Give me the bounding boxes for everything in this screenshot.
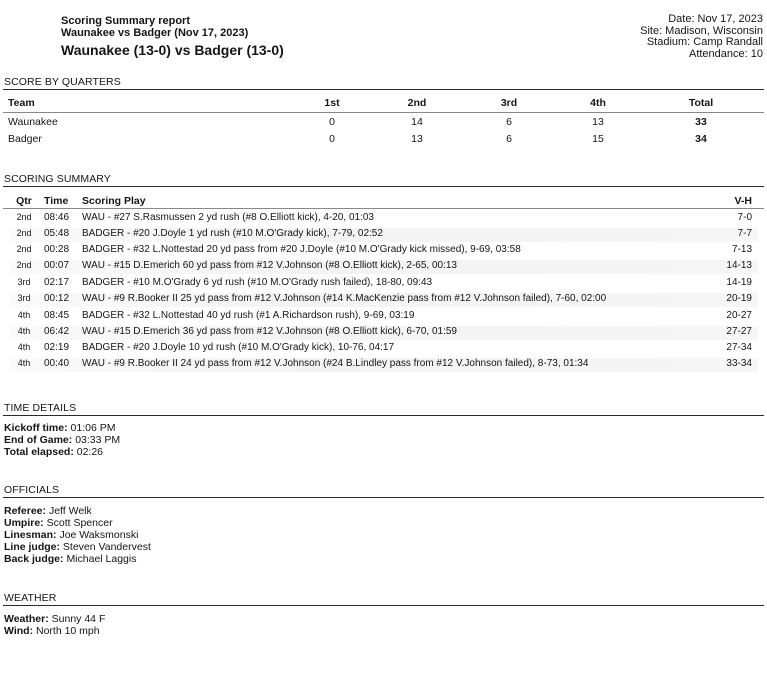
back-judge-name: Michael Laggis — [66, 553, 137, 565]
time-cell: 08:45 — [44, 310, 70, 321]
play-cell: BADGER - #20 J.Doyle 1 yd rush (#10 M.O'Grady kick), 7-79, 02:52 — [82, 228, 383, 239]
matchup-date: Waunakee vs Badger (Nov 17, 2023) — [61, 26, 249, 39]
referee-label: Referee: — [4, 505, 47, 517]
qtr-cell: 2nd — [16, 228, 32, 238]
play-cell: WAU - #15 D.Emerich 60 yd pass from #12 V.Johnson (#8 O.Elliott kick), 2-65, 00:13 — [82, 260, 457, 271]
q1-score: 0 — [329, 133, 335, 145]
play-cell: WAU - #9 R.Booker II 25 yd pass from #12 V.Johnson (#14 K.MacKenzie pass from #12 V.Johnson failed), 7-60, 02:00 — [82, 293, 607, 304]
play-cell: WAU - #27 S.Rasmussen 2 yd rush (#8 O.Elliott kick), 4-20, 01:03 — [82, 212, 374, 223]
report-header — [61, 16, 284, 58]
game-stadium: Stadium: Camp Randall — [646, 36, 763, 48]
section-divider — [3, 186, 764, 187]
total-score: 33 — [695, 116, 707, 128]
total-elapsed — [4, 446, 120, 458]
team-name: Badger — [8, 133, 42, 145]
q1-score: 0 — [329, 116, 335, 128]
vh-cell: 14-13 — [726, 260, 752, 271]
header-divider — [3, 208, 764, 209]
time-details-list — [4, 422, 120, 458]
score-by-quarters-title: SCORE BY QUARTERS — [4, 76, 121, 88]
scoring-row — [10, 212, 758, 226]
wind-conditions — [4, 625, 105, 637]
linesman-label: Linesman: — [4, 529, 57, 541]
time-cell: 08:46 — [44, 212, 70, 223]
total-elapsed-label: Total elapsed: — [4, 446, 74, 458]
time-details-title: TIME DETAILS — [4, 402, 77, 414]
time-cell: 00:07 — [44, 260, 70, 271]
q2-score: 13 — [411, 133, 423, 145]
qtr-cell: 4th — [17, 342, 31, 352]
time-cell: 02:19 — [44, 342, 70, 353]
officials-title: OFFICIALS — [4, 484, 60, 496]
col-qtr: Qtr — [16, 195, 32, 207]
scoring-row — [10, 260, 758, 274]
section-divider — [3, 605, 764, 606]
total-score: 34 — [695, 133, 707, 145]
umpire — [4, 517, 151, 529]
referee-name: Jeff Welk — [48, 505, 92, 517]
play-cell: WAU - #9 R.Booker II 24 yd pass from #12 V.Johnson (#24 B.Lindley pass from #12 V.Johnson failed), 8-73, 01:34 — [82, 358, 589, 369]
line-judge-name: Steven Vandervest — [62, 541, 151, 553]
time-cell: 00:28 — [44, 244, 70, 255]
qtr-cell: 2nd — [16, 212, 32, 222]
play-cell: BADGER - #10 M.O'Grady 6 yd rush (#10 M.O'Grady rush failed), 18-80, 09:43 — [82, 277, 433, 288]
game-site: Site: Madison, Wisconsin — [640, 24, 763, 37]
qtr-cell: 3rd — [17, 293, 31, 303]
play-cell: BADGER - #32 L.Nottestad 20 yd pass from #20 J.Doyle (#10 M.O'Grady kick missed), 9-69, 03:58 — [82, 244, 521, 255]
q2-score: 14 — [411, 116, 423, 128]
qtr-cell: 3rd — [17, 277, 31, 287]
scoring-row — [10, 358, 758, 372]
total-elapsed-value: 02:26 — [76, 446, 104, 458]
section-divider — [3, 89, 764, 90]
scoring-row — [10, 277, 758, 291]
kickoff-time-value: 01:06 PM — [70, 422, 116, 434]
weather-list — [4, 613, 105, 637]
time-cell: 00:40 — [44, 358, 70, 369]
scoring-row — [10, 293, 758, 307]
col-1st: 1st — [324, 97, 340, 109]
q3-score: 6 — [506, 116, 512, 128]
wind-value: North 10 mph — [35, 625, 100, 637]
scoring-row — [10, 342, 758, 356]
col-vh: V-H — [734, 195, 752, 207]
report-title: Scoring Summary report — [61, 15, 190, 27]
qtr-cell: 2nd — [16, 244, 32, 254]
qtr-cell: 2nd — [16, 260, 32, 270]
time-cell: 00:12 — [44, 293, 70, 304]
kickoff-time-label: Kickoff time: — [4, 422, 68, 434]
col-total: Total — [688, 97, 714, 109]
scoring-row — [10, 244, 758, 258]
q3-score: 6 — [506, 133, 512, 145]
line-judge-label: Line judge: — [4, 541, 60, 553]
scoring-summary-title: SCORING SUMMARY — [4, 173, 111, 185]
game-attendance: Attendance: 10 — [688, 47, 763, 60]
col-scoring-play: Scoring Play — [82, 195, 146, 207]
quarters-row-waunakee — [8, 116, 758, 130]
line-judge — [4, 541, 151, 553]
vh-cell: 7-7 — [737, 228, 752, 239]
section-divider — [3, 415, 764, 416]
referee — [4, 505, 151, 517]
umpire-label: Umpire: — [4, 517, 44, 529]
vh-cell: 20-19 — [726, 293, 752, 304]
linesman-name: Joe Waksmonski — [59, 529, 139, 541]
scoring-row — [10, 310, 758, 324]
end-of-game — [4, 434, 120, 446]
vh-cell: 33-34 — [726, 358, 752, 369]
linesman — [4, 529, 151, 541]
col-4th: 4th — [590, 97, 606, 109]
qtr-cell: 4th — [17, 358, 31, 368]
back-judge — [4, 553, 151, 565]
q4-score: 13 — [592, 116, 604, 128]
header-divider — [3, 112, 764, 113]
vh-cell: 27-34 — [726, 342, 752, 353]
vh-cell: 27-27 — [726, 326, 752, 337]
game-date: Date: Nov 17, 2023 — [668, 13, 763, 25]
vh-cell: 20-27 — [726, 310, 752, 321]
col-team: Team — [8, 97, 35, 109]
time-cell: 06:42 — [44, 326, 70, 337]
end-of-game-value: 03:33 PM — [75, 434, 121, 446]
wind-label: Wind: — [4, 625, 34, 637]
qtr-cell: 4th — [17, 310, 31, 320]
time-cell: 02:17 — [44, 277, 70, 288]
weather-value: Sunny 44 F — [51, 613, 106, 625]
quarters-row-badger — [8, 133, 758, 147]
scoring-row — [10, 228, 758, 242]
col-2nd: 2nd — [407, 97, 427, 109]
officials-list — [4, 505, 151, 565]
weather-title: WEATHER — [4, 592, 57, 604]
kickoff-time — [4, 422, 120, 434]
end-of-game-label: End of Game: — [4, 434, 73, 446]
qtr-cell: 4th — [17, 326, 31, 336]
vh-cell: 7-13 — [731, 244, 752, 255]
weather-label: Weather: — [4, 613, 49, 625]
scoring-header-row — [10, 195, 758, 209]
weather-conditions — [4, 613, 105, 625]
vh-cell: 14-19 — [726, 277, 752, 288]
game-info — [640, 14, 763, 60]
time-cell: 05:48 — [44, 228, 70, 239]
play-cell: BADGER - #20 J.Doyle 10 yd rush (#10 M.O'Grady kick), 10-76, 04:17 — [82, 342, 395, 353]
col-3rd: 3rd — [500, 97, 518, 109]
vh-cell: 7-0 — [737, 212, 752, 223]
col-time: Time — [44, 195, 69, 207]
scoring-row — [10, 326, 758, 340]
umpire-name: Scott Spencer — [46, 517, 113, 529]
team-name: Waunakee — [8, 116, 58, 128]
quarters-header-row — [8, 97, 758, 111]
matchup-records: Waunakee (13-0) vs Badger (13-0) — [61, 42, 284, 58]
q4-score: 15 — [592, 133, 604, 145]
section-divider — [3, 497, 764, 498]
back-judge-label: Back judge: — [4, 553, 64, 565]
play-cell: WAU - #15 D.Emerich 36 yd pass from #12 V.Johnson (#8 O.Elliott kick), 6-70, 01:59 — [82, 326, 457, 337]
play-cell: BADGER - #32 L.Nottestad 40 yd rush (#1 A.Richardson rush), 9-69, 03:19 — [82, 310, 415, 321]
